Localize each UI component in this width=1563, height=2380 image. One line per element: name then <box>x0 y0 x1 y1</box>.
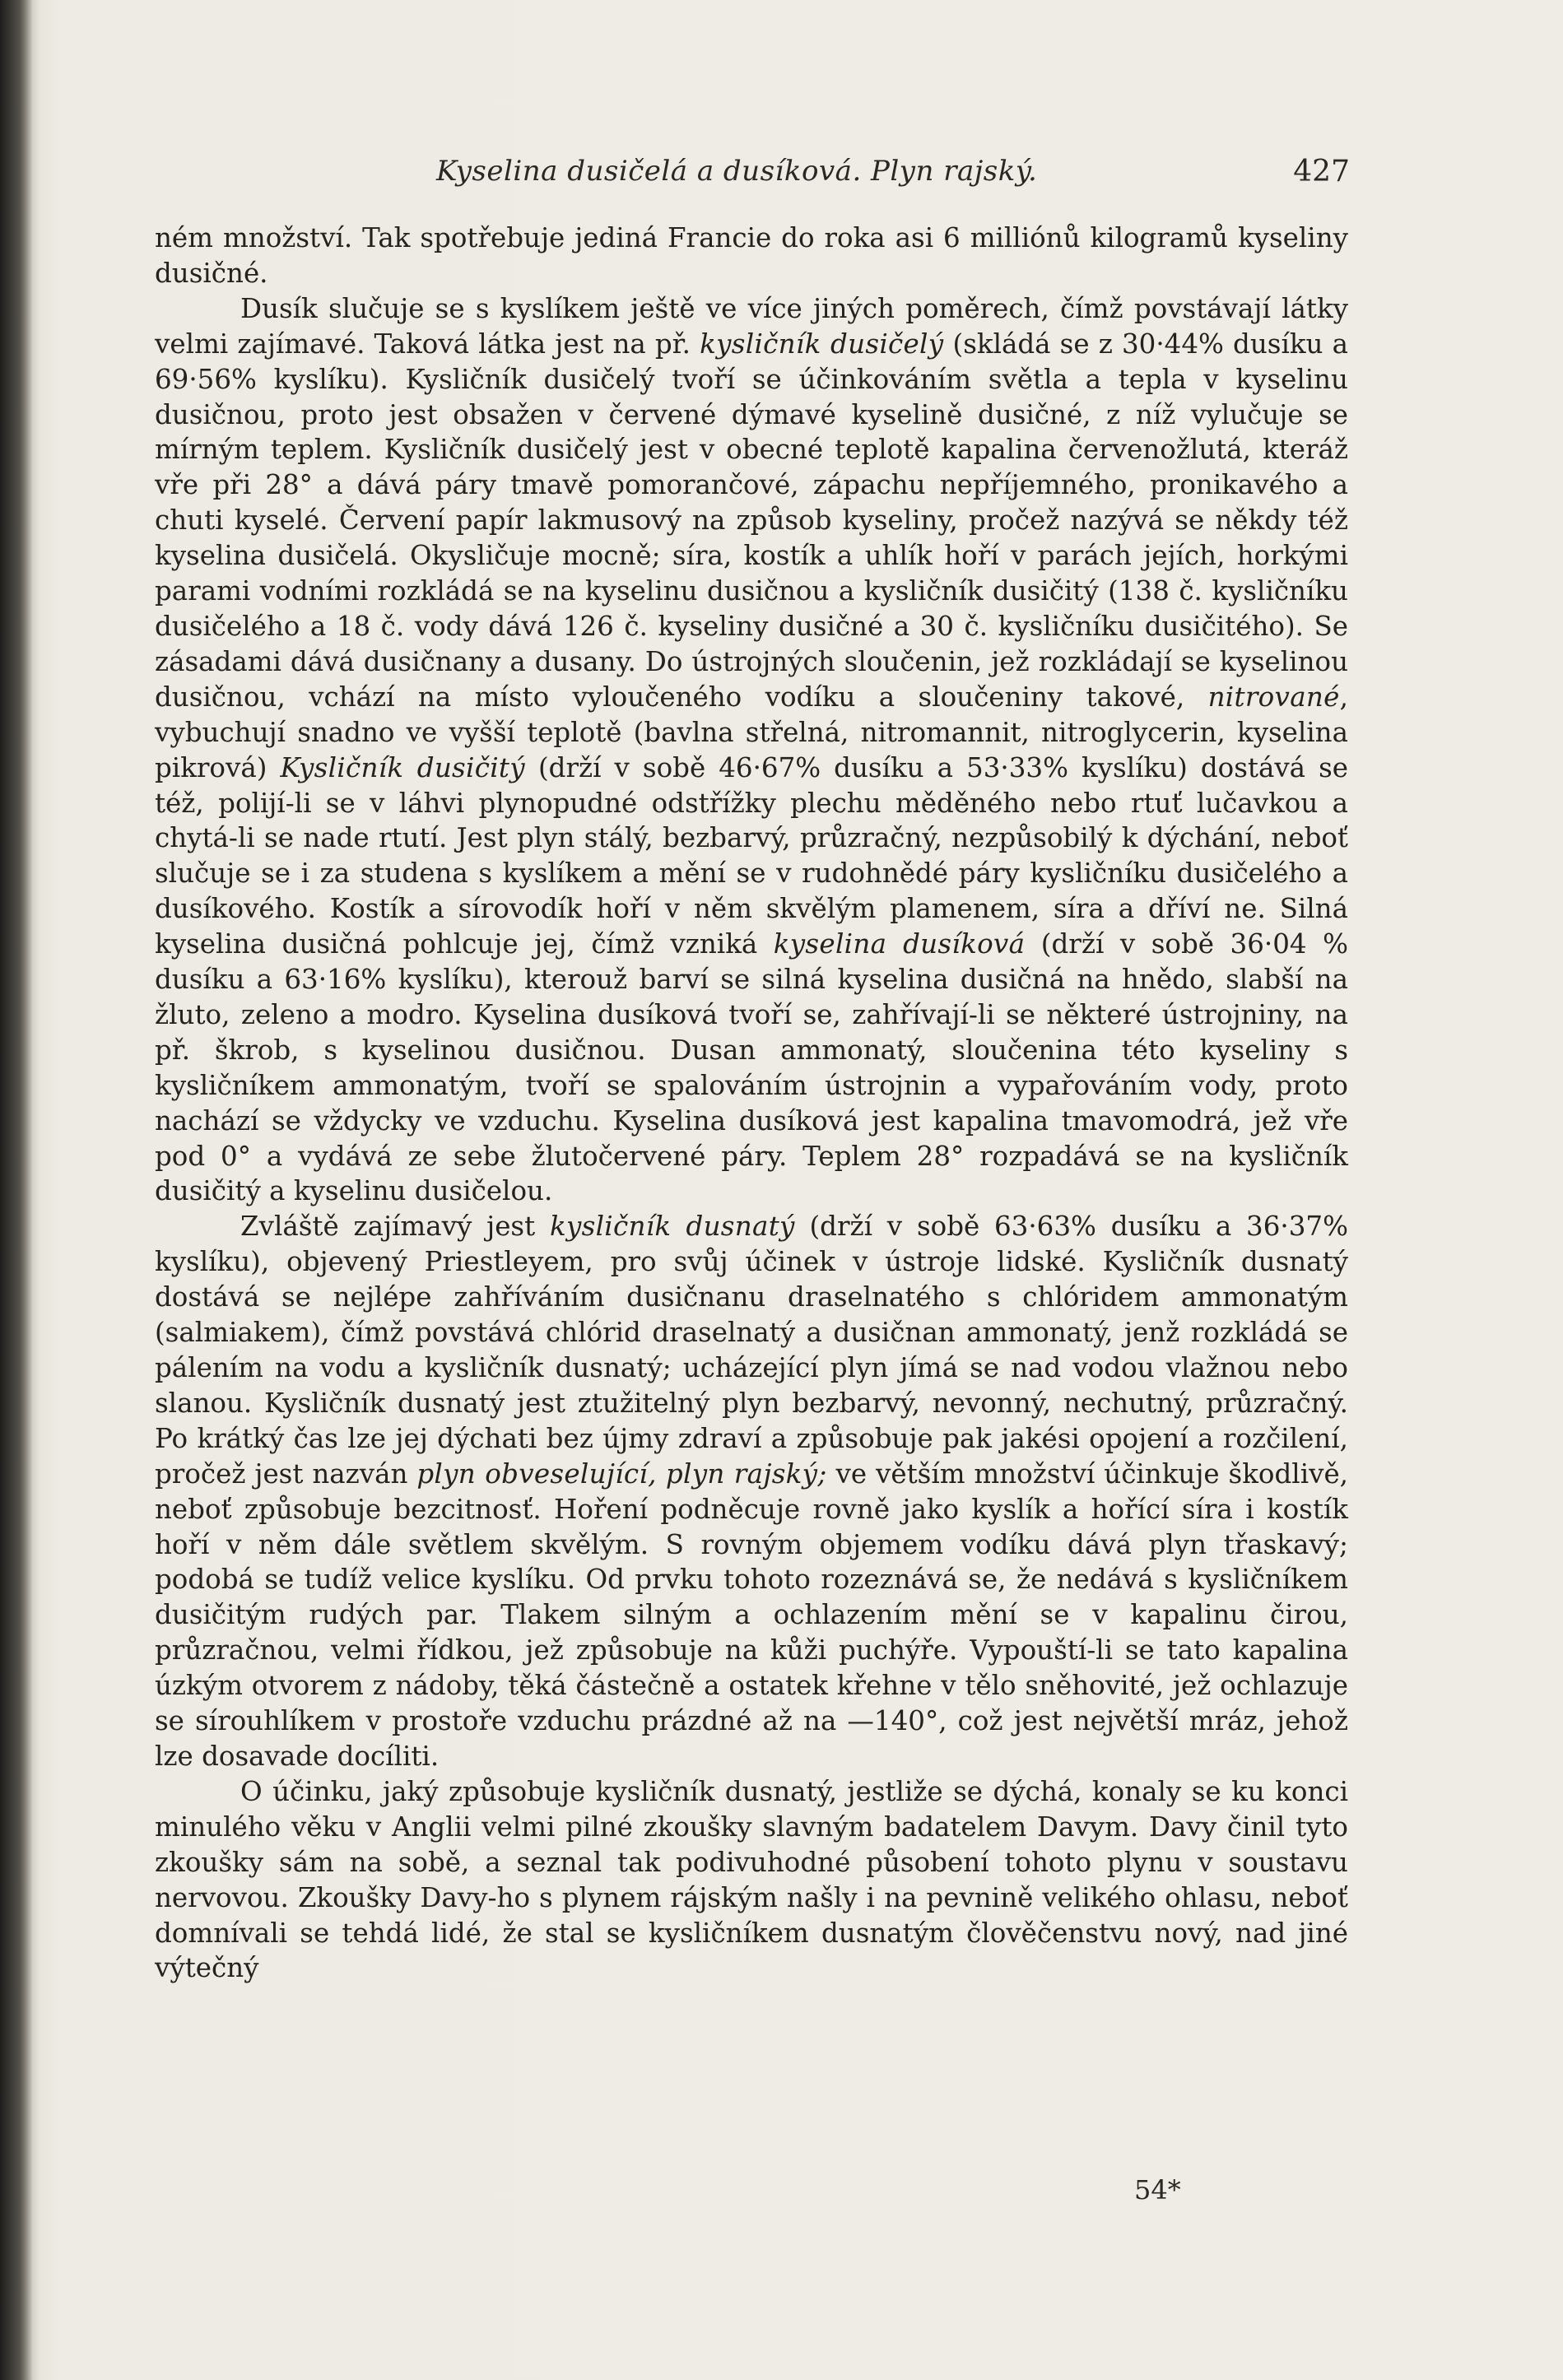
text-run: Zvláště zajímavý jest <box>240 1211 550 1243</box>
italic-term: plyn obveselující, plyn rajský; <box>416 1457 827 1490</box>
body-text <box>155 221 1348 1986</box>
text-run: (skládá se z 30·44% dusíku a 69·56% kyslíku). Kysličník dusičelý tvoří se účinkováním světla a tepla v kyselinu dusičnou, proto jest obsažen v červené dýmavé kyselině dusičné, z níž vylučuje se mírným teplem. Kysličník dusičelý jest v obecné teplotě kapalina červenožlutá, kteráž vře při 28° a dává páry tmavě pomorančové, zápachu nepříjemného, pronikavého a chuti kyselé. Červení papír lakmusový na způsob kyseliny, pročež nazývá se někdy též kyselina dusičelá. Okysličuje mocně; síra, kostík a uhlík hoří v parách jejích, horkými parami vodními rozkládá se na kyselinu dusičnou a kysličník dusičitý (138 č. kysličníku dusičelého a 18 č. vody dává 126 č. kyseliny dusičné a 30 č. kysličníku dusičitého). Se zásadami dává dusičnany a dusany. Do ústrojných sloučenin, jež rozkládají se kyselinou dusičnou, vchází na místo vyloučeného vodíku a sloučeniny takové, <box>155 328 1348 713</box>
text-run: (drží v sobě 63·63% dusíku a 36·37% kyslíku), objevený Priestleyem, pro svůj účinek v ústroje lidské. Kysličník dusnatý dostává se nejlépe zahříváním dusičnanu draselnatého s chlóridem ammonatým (salmiakem), čímž povstává chlórid draselnatý a dusičnan ammonatý, jenž rozkládá se pálením na vodu a kysličník dusnatý; ucházející plyn jímá se nad vodou vlažnou nebo slanou. Kysličník dusnatý jest ztužitelný plyn bezbarvý, nevonný, nechutný, průzračný. Po krátký čas lze jej dýchati bez újmy zdraví a způsobuje pak jakési opojení a rozčilení, pročež jest nazván <box>155 1211 1348 1490</box>
italic-term: nitrované <box>1207 681 1340 713</box>
signature-mark: 54* <box>1134 2174 1181 2206</box>
italic-term: kysličník dusičelý <box>700 328 944 360</box>
paragraph <box>155 1209 1348 1774</box>
text-run: Dusík slučuje se s kyslíkem ještě ve více jiných poměrech, čímž povstávají látky velmi zajímavé. Taková látka jest na př. <box>155 292 1348 360</box>
text-run: ve větším množství účinkuje škodlivě, neboť způsobuje bezcitnosť. Hoření podněcuje rovně jako kyslík a hořící síra i kostík hoří v něm dále světlem skvělým. S rovným objemem vodíku dává plyn třaskavý; podobá se tudíž velice kyslíku. Od prvku tohoto rozeznává se, že nedává s kysličníkem dusičitým rudých par. Tlakem silným a ochlazením mění se v kapalinu čirou, průzračnou, velmi řídkou, jež způsobuje na kůži puchýře. Vypouští-li se tato kapalina úzkým otvorem z nádoby, těká částečně a ostatek křehne v tělo sněhovité, jež ochlazuje se sírouhlíkem v prostoře vzduchu prázdné až na —140°, což jest největší mráz, jehož lze dosavade docíliti. <box>155 1457 1349 1772</box>
italic-term: kysličník dusnatý <box>549 1211 795 1243</box>
book-gutter <box>0 0 33 2380</box>
text-run: , vybuchují snadno ve vyšší teplotě (bavlna střelná, nitromannit, nitroglycerin, kyselina pikrová) <box>155 681 1348 783</box>
italic-term: Kysličník dusičitý <box>280 751 525 783</box>
text-run: ném množství. Tak spotřebuje jediná Francie do roka asi 6 milliónů kilogramů kyseliny dusičné. <box>155 222 1348 289</box>
text-run: (drží v sobě 46·67% dusíku a 53·33% kyslíku) dostává se též, polijí-li se v láhvi plynopudné odstřížky plechu měděného nebo rtuť lučavkou a chytá-li se nade rtutí. Jest plyn stálý, bezbarvý, průzračný, nezpůsobilý k dýchání, neboť slučuje se i za studena s kyslíkem a mění se v rudohnědé páry kysličníku dusičelého a dusíkového. Kostík a sírovodík hoří v něm skvělým plamenem, síra a dříví ne. Silná kyselina dusičná pohlcuje jej, čímž vzniká <box>155 751 1348 960</box>
page-number: 427 <box>1293 155 1350 188</box>
page-header <box>156 155 1350 204</box>
paragraph <box>155 1774 1348 1986</box>
paragraph <box>155 221 1348 291</box>
italic-term: kyselina dusíková <box>773 928 1026 960</box>
text-run: (drží v sobě 36·04 % dusíku a 63·16% kyslíku), kterouž barví se silná kyselina dusičná na hnědo, slabší na žluto, zeleno a modro. Kyselina dusíková tvoří se, zahřívají-li se některé ústrojniny, na př. škrob, s kyselinou dusičnou. Dusan ammonatý, sloučenina této kyseliny s kysličníkem ammonatým, tvoří se spalováním ústrojnin a vypařováním vody, proto nachází se vždycky ve vzduchu. Kyselina dusíková jest kapalina tmavomodrá, jež vře pod 0° a vydává ze sebe žlutočervené páry. Teplem 28° rozpadává se na kysličník dusičitý a kyselinu dusičelou. <box>155 928 1348 1207</box>
text-run: O účinku, jaký způsobuje kysličník dusnatý, jestliže se dýchá, konaly se ku konci minulého věku v Anglii velmi pilné zkoušky slavným badatelem Davym. Davy činil tyto zkoušky sám na sobě, a seznal tak podivuhodné působení tohoto plynu v soustavu nervovou. Zkoušky Davy-ho s plynem rájským našly i na pevnině velikého ohlasu, neboť domnívali se tehdá lidé, že stal se kysličníkem dusnatým člověčenstvu nový, nad jiné výtečný <box>155 1775 1348 1984</box>
running-title: Kyselina dusičelá a dusíková. Plyn rajský. <box>436 155 1038 188</box>
paragraph <box>155 291 1348 1210</box>
